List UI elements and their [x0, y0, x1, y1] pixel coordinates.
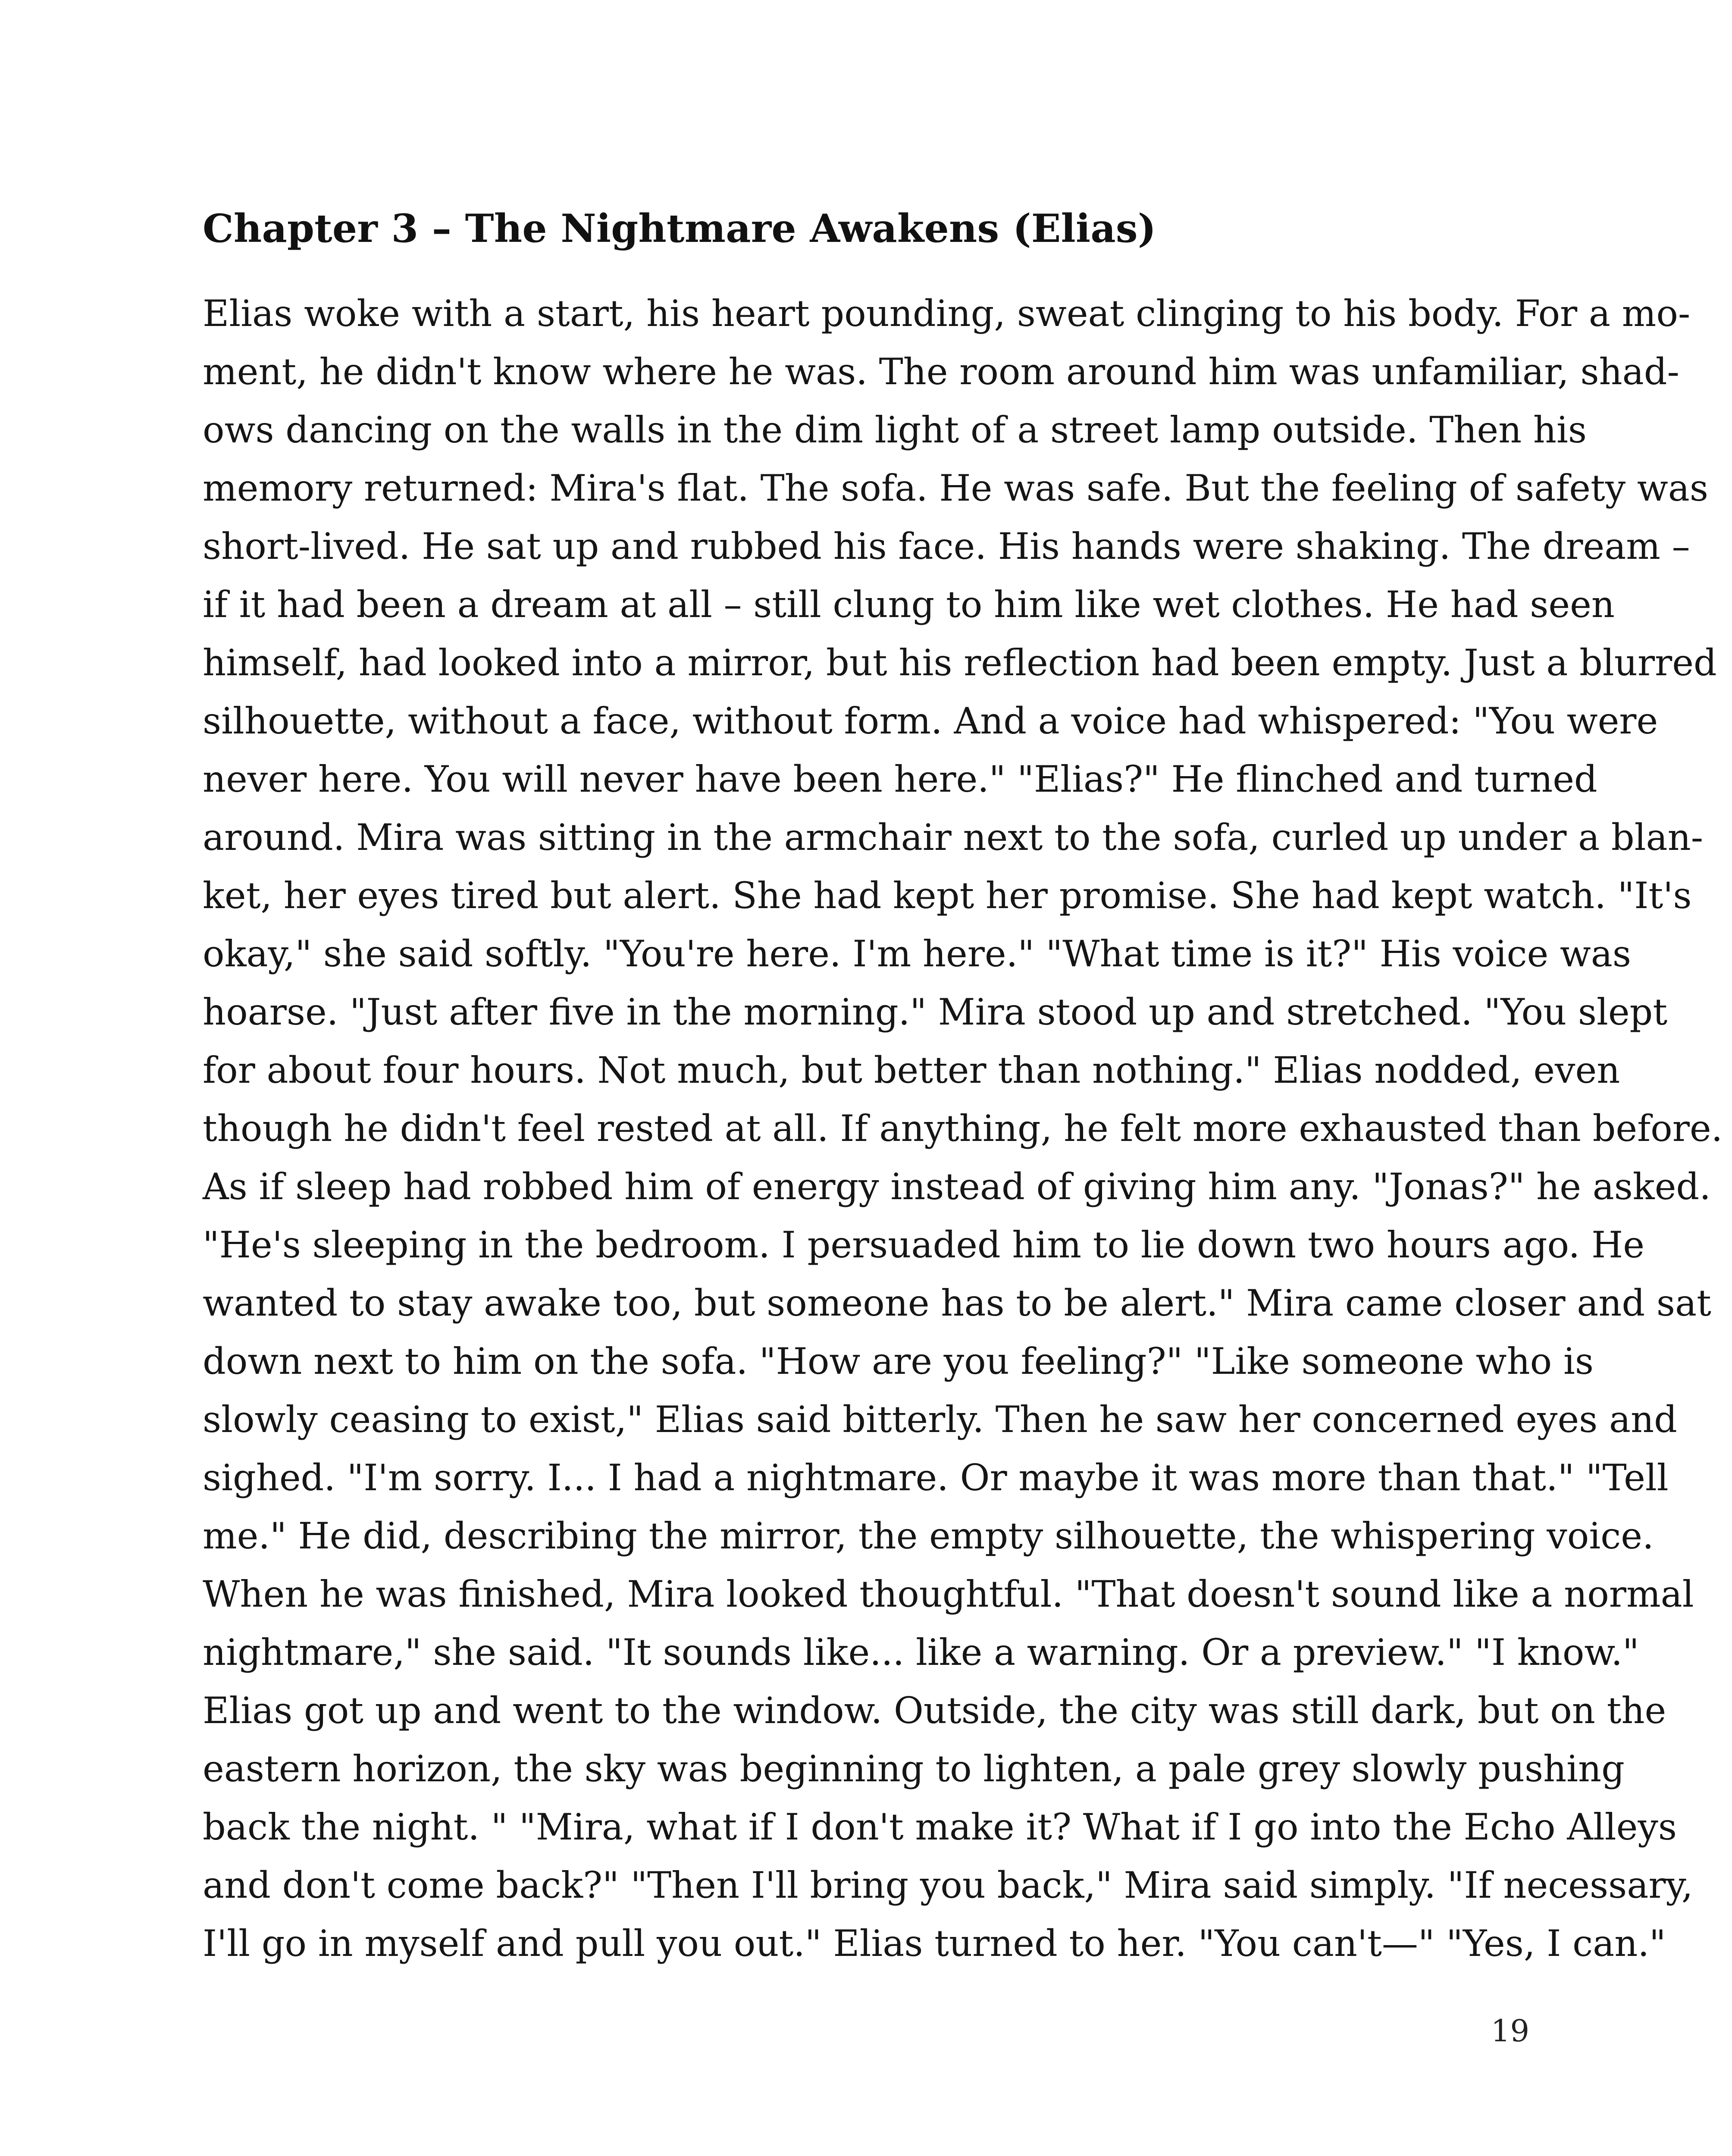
text-line: though he didn't feel rested at all. If anything, he felt more exhausted than before. [203, 1107, 1723, 1150]
text-line: Elias got up and went to the window. Outside, the city was still dark, but on the [203, 1689, 1666, 1732]
text-line: "He's sleeping in the bedroom. I persuaded him to lie down two hours ago. He [203, 1224, 1644, 1266]
text-line: sighed. "I'm sorry. I... I had a nightmare. Or maybe it was more than that." "Tell [203, 1457, 1669, 1499]
chapter-title: Chapter 3 – The Nightmare Awakens (Elias) [203, 206, 1156, 251]
text-line: slowly ceasing to exist," Elias said bitterly. Then he saw her concerned eyes and [203, 1398, 1677, 1441]
text-line: short-lived. He sat up and rubbed his face. His hands were shaking. The dream – [203, 525, 1690, 567]
text-line: ment, he didn't know where he was. The room around him was unfamiliar, shad- [203, 351, 1679, 393]
text-line: silhouette, without a face, without form. And a voice had whispered: "You were [203, 700, 1658, 742]
page-number: 19 [1491, 2013, 1529, 2049]
text-line: Elias woke with a start, his heart pounding, sweat clinging to his body. For a mo- [203, 292, 1691, 335]
text-line: nightmare," she said. "It sounds like... like a warning. Or a preview." "I know." [203, 1631, 1639, 1673]
text-line: hoarse. "Just after five in the morning." Mira stood up and stretched. "You slept [203, 991, 1668, 1033]
text-line: himself, had looked into a mirror, but his reflection had been empty. Just a blurred [203, 642, 1717, 684]
text-line: back the night. " "Mira, what if I don't make it? What if I go into the Echo Alleys [203, 1806, 1677, 1848]
text-line: memory returned: Mira's flat. The sofa. He was safe. But the feeling of safety was [203, 467, 1708, 509]
text-line: wanted to stay awake too, but someone has to be alert." Mira came closer and sat [203, 1282, 1711, 1324]
page-content [203, 203, 1723, 1973]
text-line: okay," she said softly. "You're here. I'm here." "What time is it?" His voice was [203, 933, 1631, 975]
body-text [203, 285, 1723, 1973]
text-line: for about four hours. Not much, but better than nothing." Elias nodded, even [203, 1049, 1620, 1091]
text-line: and don't come back?" "Then I'll bring you back," Mira said simply. "If necessary, [203, 1864, 1693, 1906]
text-line: never here. You will never have been here." "Elias?" He flinched and turned [203, 758, 1597, 800]
text-line: ows dancing on the walls in the dim light of a street lamp outside. Then his [203, 409, 1587, 451]
text-line: if it had been a dream at all – still clung to him like wet clothes. He had seen [203, 583, 1615, 626]
text-line: As if sleep had robbed him of energy instead of giving him any. "Jonas?" he asked. [203, 1166, 1711, 1208]
text-line: down next to him on the sofa. "How are you feeling?" "Like someone who is [203, 1340, 1594, 1382]
text-line: When he was finished, Mira looked thoughtful. "That doesn't sound like a normal [203, 1573, 1694, 1615]
text-line: me." He did, describing the mirror, the empty silhouette, the whispering voice. [203, 1515, 1654, 1557]
text-line: around. Mira was sitting in the armchair next to the sofa, curled up under a blan- [203, 816, 1704, 859]
text-line: ket, her eyes tired but alert. She had kept her promise. She had kept watch. "It's [203, 874, 1692, 917]
text-line: eastern horizon, the sky was beginning to lighten, a pale grey slowly pushing [203, 1748, 1625, 1790]
text-line: I'll go in myself and pull you out." Elias turned to her. "You can't—" "Yes, I can." [203, 1922, 1666, 1965]
